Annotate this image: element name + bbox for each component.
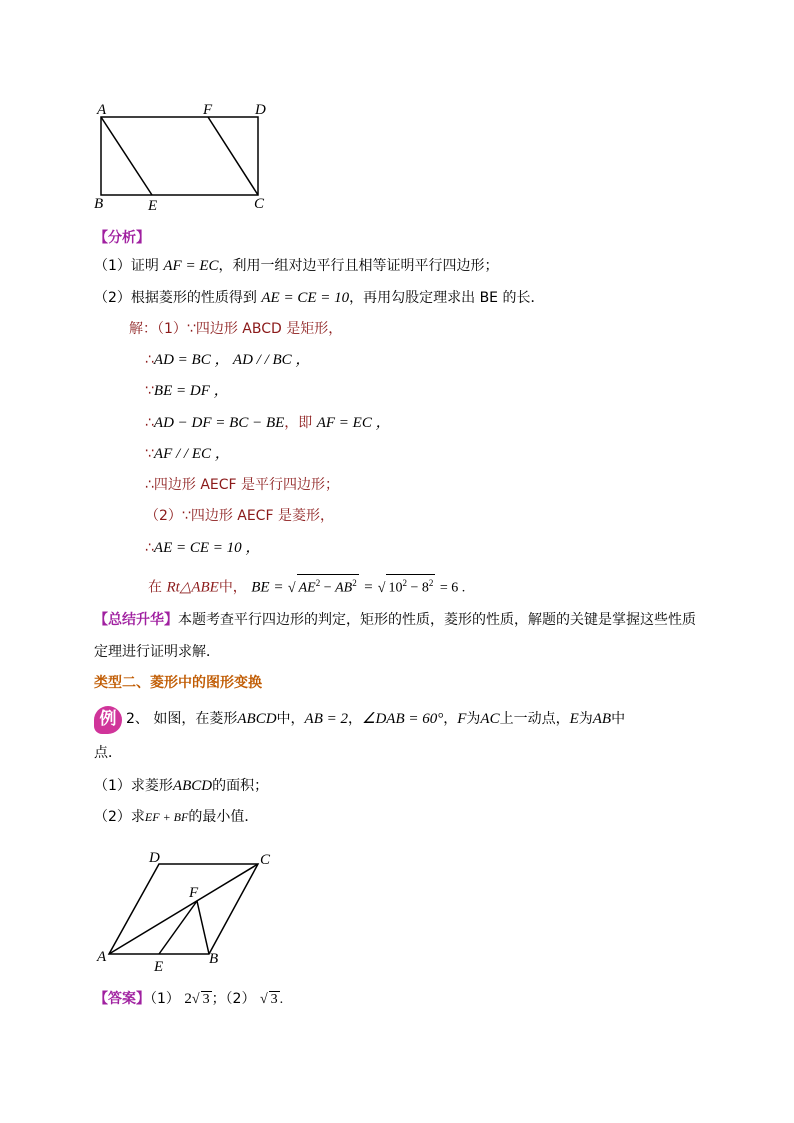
solution-line-1: 解：（1）∵四边形 ABCD 是矩形， (129, 321, 343, 337)
label-d: D (255, 102, 266, 118)
label-a: A (97, 949, 107, 965)
analysis-line-1: （1）证明 AF = EC，利用一组对边平行且相等证明平行四边形； (94, 258, 499, 274)
label-d: D (149, 850, 160, 866)
solution-line-3: ∵BE = DF ， (145, 383, 229, 399)
label-c: C (254, 196, 265, 212)
sqrt-3-b: √ 3 (259, 992, 278, 1007)
figure-rhombus-abcd (92, 845, 282, 975)
solution-line-6: ∴四边形 AECF 是平行四边形； (145, 477, 340, 493)
sqrt-ae2-ab2: √ $AE^2 - AB^2$ (288, 581, 359, 596)
sqrt-3-a: √ 3 (191, 992, 210, 1007)
segment-ae (101, 117, 152, 195)
label-c: C (260, 852, 271, 868)
example-line-2: 点． (94, 745, 122, 761)
segment-fc (208, 117, 258, 195)
solution-line-9: 在 Rt△ABE中， BE = √ $AE^2 - AB^2$ = √ $10^2 - 8^2 = 6$ . (148, 574, 465, 599)
segment-fb (197, 901, 209, 954)
analysis-line-2: （2）根据菱形的性质得到 AE = CE = 10，再用勾股定理求出 BE 的长． (94, 290, 545, 306)
label-a: A (97, 102, 107, 118)
solution-line-4: ∴AD − DF = BC − BE，即 AF = EC ， (145, 415, 391, 431)
label-b: B (209, 951, 219, 967)
label-f: F (203, 102, 213, 118)
example-line-1: 2、 如图，在菱形ABCD中，AB = 2，∠DAB = 60°，F为AC上一动点，E为AB中 (126, 711, 626, 727)
label-e: E (148, 198, 158, 214)
analysis-tag: 【分析】 (94, 230, 150, 246)
label-f: F (189, 885, 199, 901)
solution-line-2: ∴AD = BC ， AD / / BC ， (145, 352, 311, 368)
type2-heading: 类型二、菱形中的图形变换 (94, 675, 262, 691)
example-question-2: （2）求EF + BF的最小值． (94, 809, 259, 825)
solution-line-7: （2）∵四边形 AECF 是菱形， (145, 508, 334, 524)
figure-rectangle-abcd (88, 98, 278, 216)
answer-line: 【答案】（1） 2√ 3 ；（2） √ 3 . (94, 991, 284, 1007)
segment-ef (159, 901, 197, 954)
summary-line-1: 【总结升华】本题考查平行四边形的判定，矩形的性质，菱形的性质，解题的关键是掌握这些性质 (94, 612, 696, 628)
example-question-1: （1）求菱形ABCD的面积； (94, 778, 269, 794)
diagonal-ac (109, 864, 258, 954)
example-badge: 例 (94, 706, 122, 734)
sqrt-10-8: √ $10^2 - 8^2$ (378, 581, 436, 596)
label-b: B (94, 196, 104, 212)
solution-line-5: ∵AF / / EC ， (145, 446, 230, 462)
rectangle-outline (101, 117, 258, 195)
solution-line-8: ∴AE = CE = 10 ， (145, 540, 261, 556)
label-e: E (154, 959, 164, 975)
summary-line-2: 定理进行证明求解． (94, 644, 220, 660)
